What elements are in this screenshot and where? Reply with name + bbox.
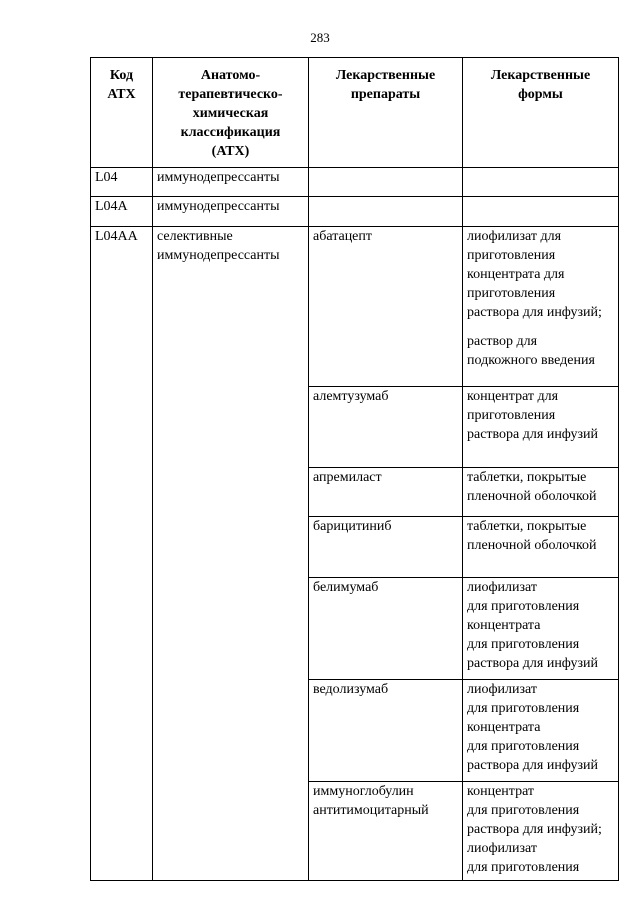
drug-cell: алемтузумаб xyxy=(309,387,463,468)
form-cell: лиофилизат для приготовления концентрата для приготовления раствора для инфузий xyxy=(463,680,619,782)
classification-cell: селективные иммунодепрессанты xyxy=(153,227,309,881)
table-row xyxy=(91,197,619,227)
drug-cell: абатацепт xyxy=(309,227,463,387)
form-cell: таблетки, покрытые пленочной оболочкой xyxy=(463,468,619,517)
header-dosage-forms: Лекарственные формы xyxy=(463,58,619,168)
atx-drug-table xyxy=(90,57,619,881)
form-cell xyxy=(463,168,619,197)
form-cell xyxy=(463,197,619,227)
form-cell: таблетки, покрытые пленочной оболочкой xyxy=(463,517,619,578)
header-atx-classification: Анатомо- терапевтическо- химическая классификация (АТХ) xyxy=(153,58,309,168)
table-row xyxy=(91,168,619,197)
atx-code-cell: L04AA xyxy=(91,227,153,881)
form-cell: лиофилизат для приготовления концентрата для приготовления раствора для инфузий xyxy=(463,578,619,680)
atx-code-cell: L04 xyxy=(91,168,153,197)
page-number: 283 xyxy=(310,30,330,45)
classification-cell: иммунодепрессанты xyxy=(153,168,309,197)
table-row xyxy=(91,227,619,387)
drug-cell xyxy=(309,197,463,227)
drug-cell: ведолизумаб xyxy=(309,680,463,782)
form-text: лиофилизат для приготовления концентрата для приготовления раствора для инфузий; xyxy=(467,229,602,320)
drug-cell: апремиласт xyxy=(309,468,463,517)
drug-cell: иммуноглобулин антитимоцитарный xyxy=(309,782,463,881)
form-cell: концентрат для приготовления раствора для инфузий xyxy=(463,387,619,468)
table-header-row xyxy=(91,58,619,168)
form-cell: концентрат для приготовления раствора для инфузий; лиофилизат для приготовления xyxy=(463,782,619,881)
header-drugs: Лекарственные препараты xyxy=(309,58,463,168)
drug-cell: барицитиниб xyxy=(309,517,463,578)
form-text: раствор для подкожного введения xyxy=(467,334,595,368)
classification-cell: иммунодепрессанты xyxy=(153,197,309,227)
atx-code-cell: L04A xyxy=(91,197,153,227)
drug-cell: белимумаб xyxy=(309,578,463,680)
header-atx-code: Код АТХ xyxy=(91,58,153,168)
form-cell xyxy=(463,227,619,387)
drug-cell xyxy=(309,168,463,197)
